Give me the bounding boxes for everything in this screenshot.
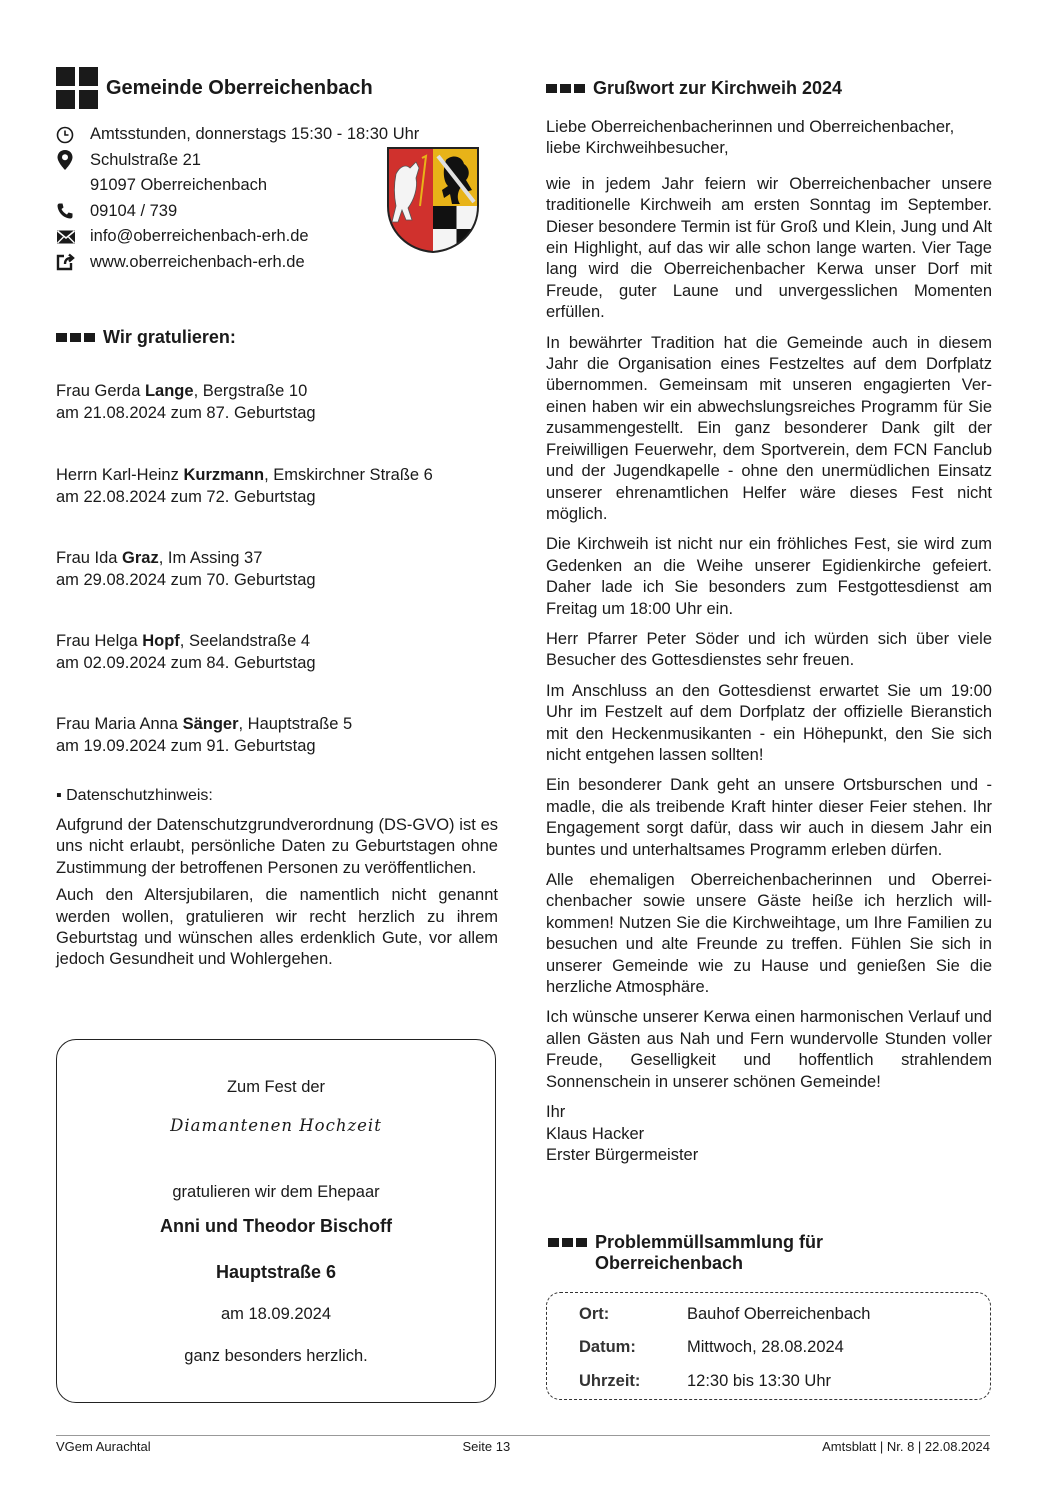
privacy-paragraph: Aufgrund der Datenschutzgrundverordnung (DS-GVO) ist es uns nicht erlaubt, persönliche Daten zu Geburtstagen ohne Zustimmung der betroffenen Personen zu veröffentlichen. xyxy=(56,816,498,877)
address-street: Schulstraße 21 xyxy=(56,148,498,174)
list-item: Frau Ida Graz, Im Assing 37 am 29.08.2024 zum 70. Geburtstag xyxy=(56,549,316,589)
waste-location: Ort: Bauhof Oberreichenbach xyxy=(579,1305,871,1323)
surname: Lange xyxy=(144,382,194,400)
phone-icon xyxy=(56,202,90,220)
right-column xyxy=(546,78,992,1167)
birthday-list xyxy=(56,380,498,783)
list-item: Frau Maria Anna Sänger, Hauptstraße 5 am 19.09.2024 zum 91. Geburtstag xyxy=(56,715,353,755)
org-name: Gemeinde Oberreichenbach xyxy=(106,76,373,99)
surname: Sänger xyxy=(182,715,239,733)
privacy-paragraph: Auch den Altersjubilaren, die namentlich nicht genannt werden wollen, gratulieren wir recht herzlich zu ihrem Geburtstag und wünschen alles erdenklich Gute, vor allem jedoch Gesundheit und Wohlergehen. xyxy=(56,886,498,969)
waste-info-box xyxy=(546,1292,991,1400)
coat-of-arms-icon xyxy=(386,146,480,254)
list-item: Frau Helga Hopf, Seelandstraße 4 am 02.09.2024 zum 84. Geburtstag xyxy=(56,632,316,672)
signature: Ihr Klaus Hacker Erster Bürgermeister xyxy=(546,1102,992,1167)
list-item: Frau Gerda Lange, Bergstraße 10 am 21.08.2024 zum 87. Geburtstag xyxy=(56,382,316,422)
greeting-paragraph: Herr Pfarrer Peter Söder und ich würden sich über viele Besucher des Gottesdienstes sehr freuen. xyxy=(546,629,992,670)
external-link-icon xyxy=(56,253,90,271)
page-number: Seite 13 xyxy=(462,1439,511,1454)
email[interactable]: info@oberreichenbach-erh.de xyxy=(56,224,498,250)
section-marker-icon xyxy=(548,1238,587,1247)
greeting-paragraph: Alle ehemaligen Oberreichenbacherinnen und Oberreichenbacher sowie unsere Gäste heiße ich herzlich willkommen! Nutzen Sie die Kirchweihtage, um Ihre Familien zu besuchen und alte Freunde zu treffen. Fühlen Sie sich in unserer Gemeinde wie zu Hause und genießen Sie die herzliche Atmosphäre. xyxy=(546,871,992,997)
greeting-title: Grußwort zur Kirchweih 2024 xyxy=(546,78,992,99)
surname: Graz xyxy=(122,549,159,567)
greeting-paragraph: Ein besonderer Dank geht an unsere Ortsburschen und -madle, die als treibende Kraft hinter dieser Feier stehen. Ihr Engagement sorgt dafür, dass wir auch in diesem Jahr ein buntes und unterhaltsames Programm erleben dürfen. xyxy=(546,776,992,859)
anniversary-date: am 18.09.2024 xyxy=(220,1305,332,1323)
left-column xyxy=(56,66,498,971)
surname: Kurzmann xyxy=(183,466,265,484)
office-hours: Amtsstunden, donnerstags 15:30 - 18:30 Uhr xyxy=(56,122,498,148)
greeting-salutation: Liebe Oberreichenbacherinnen und Oberreichenbacher, liebe Kirchweihbesucher, xyxy=(546,118,955,158)
couple-names: Anni und Theodor Bischoff xyxy=(160,1216,392,1236)
footer-right: Amtsblatt | Nr. 8 | 22.08.2024 xyxy=(822,1439,990,1454)
page-footer xyxy=(56,1435,990,1454)
privacy-heading: ▪ Datenschutzhinweis: xyxy=(56,787,213,804)
org-header xyxy=(56,66,498,110)
greeting-paragraph: In bewährter Tradition hat die Gemeinde auch in diesem Jahr die Organisation eines Festzeltes auf dem Dorfplatz übernommen. Gemeinsam mit unseren engagierten Vereinen haben wir ein abwechslungsreiches Programm für Sie zusammengestellt. Ein ganz besonderer Dank gilt der Freiwilligen Feuerwehr, dem Sportverein, dem FCN Fanclub und der Jugendkapelle - ohne den unermüdlichen Einsatz unserer ehrenamtlichen Helfer wäre dieses Fest nicht möglich. xyxy=(546,333,992,523)
surname: Hopf xyxy=(142,632,180,650)
section-marker-icon xyxy=(56,333,95,342)
anniversary-closing: ganz besonders herzlich. xyxy=(184,1347,368,1365)
greeting-paragraph: Ich wünsche unserer Kerwa einen harmonischen Verlauf und allen Gästen aus Nah und Fern wundervolle Stunden voller Freude, Geselligkeit und hoffentlich strahlendem Sonnenschein in unserer schönen Gemeinde! xyxy=(546,1008,992,1091)
waste-date: Datum: Mittwoch, 28.08.2024 xyxy=(579,1338,844,1356)
anniversary-script-title: Diamantenen Hochzeit xyxy=(170,1116,382,1135)
greeting-paragraph: Im Anschluss an den Gottesdienst erwartet Sie um 19:00 Uhr im Festzelt auf dem Dorfplatz der offizielle Bieranstich mit den Heckenmusikanten - ein Höhepunkt, den Sie sich nicht entgehen lassen sollten! xyxy=(546,681,992,764)
waste-title: Problemmüllsammlung für Oberreichenbach xyxy=(548,1232,988,1274)
anniversary-text: gratulieren wir dem Ehepaar xyxy=(172,1183,380,1201)
website[interactable]: www.oberreichenbach-erh.de xyxy=(56,250,498,276)
greeting-paragraph: Die Kirchweih ist nicht nur ein fröhliches Fest, sie wird zum Gedenken an die Weihe unserer Egidienkirche gefeiert. Daher lade ich Sie besonders zum Festgottesdienst am Freitag um 18:00 Uhr ein. xyxy=(546,535,992,618)
waste-time: Uhrzeit: 12:30 bis 13:30 Uhr xyxy=(579,1372,832,1390)
anniversary-box xyxy=(56,1039,496,1403)
privacy-notice xyxy=(56,787,498,971)
list-item: Herrn Karl-Heinz Kurzmann, Emskirchner Straße 6 am 22.08.2024 zum 72. Geburtstag xyxy=(56,466,433,506)
location-pin-icon xyxy=(56,149,90,171)
section-marker-icon xyxy=(546,84,585,93)
address-city: 91097 Oberreichenbach xyxy=(90,176,268,195)
greeting-paragraph: wie in jedem Jahr feiern wir Oberreichenbacher unsere traditionelle Kirchweih am ersten Sonntag im September. Dieser besondere Termin ist für Groß und Klein, Jung und Alt ein Highlight, auf das wir alle schon lange warten. Vier Tage lang wird die Oberreichenbacher Kerwa unser Dorf mit Freude, guter Laune und unvergesslichen Momenten erfüllen. xyxy=(546,174,992,322)
contact-block xyxy=(56,122,498,275)
couple-address: Hauptstraße 6 xyxy=(215,1262,337,1282)
municipality-logo-icon xyxy=(56,67,98,109)
signer-role: Erster Bürgermeister xyxy=(546,1146,699,1165)
phone: 09104 / 739 xyxy=(56,199,498,225)
anniversary-intro: Zum Fest der xyxy=(226,1078,326,1096)
birthdays-title: Wir gratulieren: xyxy=(56,327,498,348)
signer-name: Klaus Hacker xyxy=(546,1124,645,1143)
clock-icon xyxy=(56,126,90,144)
footer-left: VGem Aurachtal xyxy=(56,1439,151,1454)
mail-icon xyxy=(56,229,90,245)
